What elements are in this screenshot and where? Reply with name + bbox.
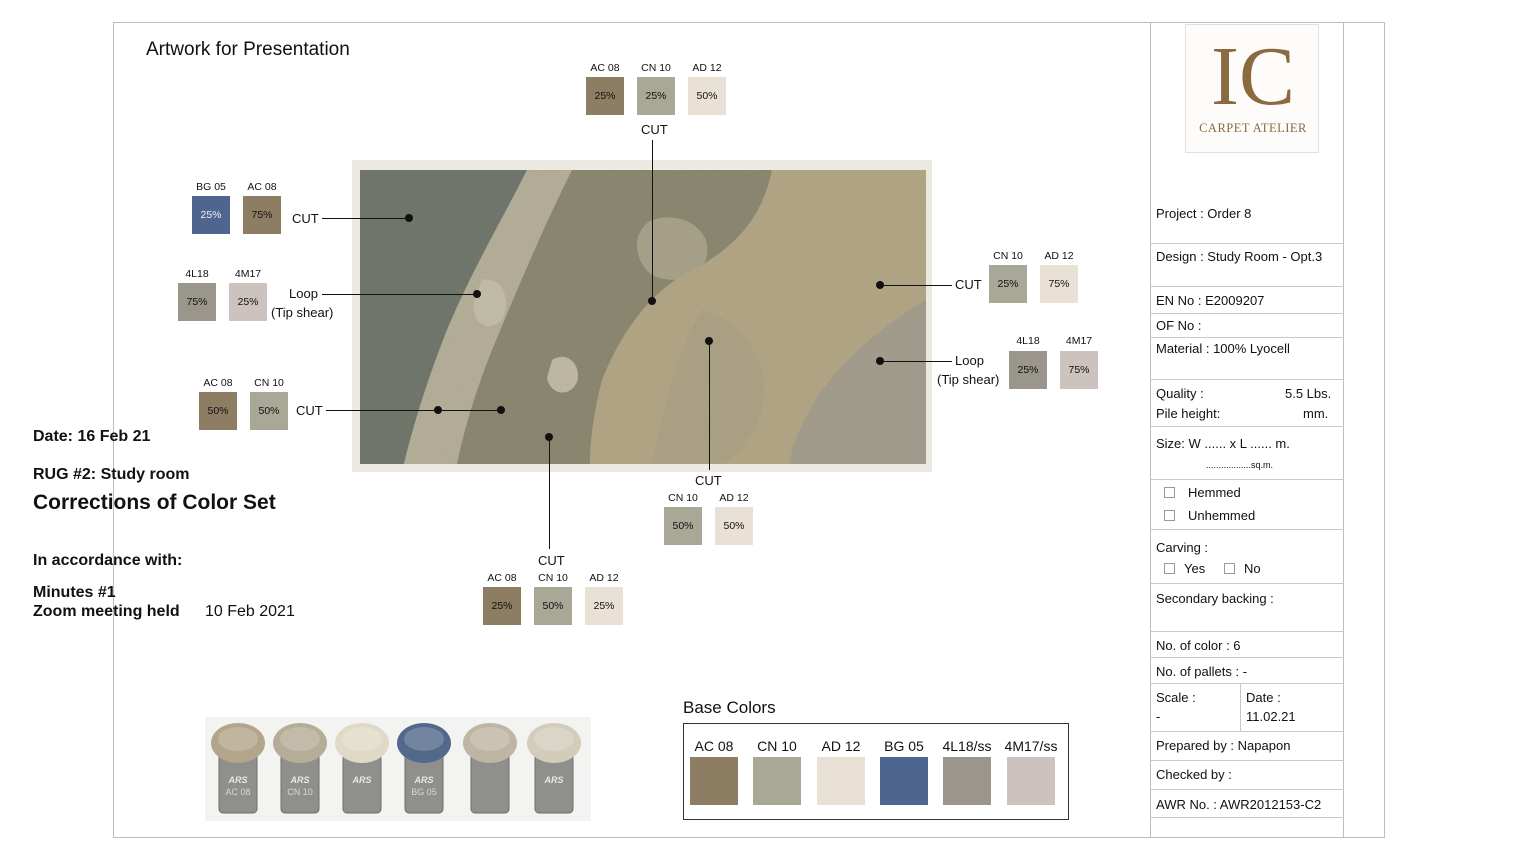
accordance-line: In accordance with: xyxy=(33,552,183,569)
zoom-label: Zoom meeting held xyxy=(33,603,180,620)
project: Project : Order 8 xyxy=(1156,206,1252,221)
callout-label: CUT xyxy=(296,403,323,418)
swatch-code: AD 12 xyxy=(1044,250,1074,262)
heading: Corrections of Color Set xyxy=(33,491,276,514)
divider xyxy=(1150,631,1344,632)
yarn-sample xyxy=(271,717,329,821)
swatch-code: BG 05 xyxy=(196,181,226,193)
yarn-sample xyxy=(395,717,453,821)
yarn-brand: ARS xyxy=(544,775,564,785)
minutes-line: Minutes #1 xyxy=(33,584,116,601)
swatch-code: CN 10 xyxy=(668,492,698,504)
leader-line xyxy=(322,294,477,295)
base-colors-title: Base Colors xyxy=(683,698,776,717)
callout-label: CUT xyxy=(538,553,565,568)
carving-label: Carving : xyxy=(1156,540,1209,555)
base-color-swatch xyxy=(943,757,991,805)
carving-yes-checkbox[interactable] xyxy=(1164,563,1175,574)
swatch-code: CN 10 xyxy=(254,377,284,389)
color-swatch: 50% xyxy=(250,392,288,430)
swatch-code: AD 12 xyxy=(692,62,722,74)
divider xyxy=(1150,337,1344,338)
base-color-code: AC 08 xyxy=(694,738,734,754)
swatch-code: CN 10 xyxy=(993,250,1023,262)
swatch-code: 4L18 xyxy=(185,268,209,280)
callout-dot xyxy=(497,406,505,414)
callout-sublabel: (Tip shear) xyxy=(271,305,334,320)
callout-label: CUT xyxy=(955,277,982,292)
hemmed-label: Hemmed xyxy=(1188,485,1241,500)
callout-label: Loop xyxy=(955,353,984,368)
logo-mark: IC xyxy=(1211,30,1295,123)
zoom-date: 10 Feb 2021 xyxy=(205,603,295,620)
swatch-code: AC 08 xyxy=(590,62,620,74)
divider xyxy=(1150,286,1344,287)
divider xyxy=(1150,657,1344,658)
divider xyxy=(1150,760,1344,761)
divider xyxy=(1150,817,1344,818)
yarn-sample xyxy=(333,717,391,821)
color-swatch: 50% xyxy=(199,392,237,430)
of-no: OF No : xyxy=(1156,318,1202,333)
yarn-brand: ARS xyxy=(414,775,434,785)
rug-line: RUG #2: Study room xyxy=(33,466,190,483)
checked-by: Checked by : xyxy=(1156,767,1232,782)
callout-label: CUT xyxy=(292,211,319,226)
leader-line xyxy=(880,285,952,286)
swatch-code: AC 08 xyxy=(203,377,233,389)
scale-label: Scale : xyxy=(1156,690,1196,705)
carving-yes-label: Yes xyxy=(1184,561,1206,576)
color-swatch: 75% xyxy=(178,283,216,321)
divider xyxy=(1150,313,1344,314)
base-color-swatch xyxy=(817,757,865,805)
callout-dot xyxy=(473,290,481,298)
callout-dot xyxy=(405,214,413,222)
base-color-code: 4L18/ss xyxy=(942,738,992,754)
prepared-by: Prepared by : Napapon xyxy=(1156,738,1291,753)
leader-line xyxy=(322,218,409,219)
divider xyxy=(1150,583,1344,584)
color-swatch: 25% xyxy=(989,265,1027,303)
swatch-code: AD 12 xyxy=(719,492,749,504)
size-sqm: ..................sq.m. xyxy=(1206,460,1274,470)
date-label: Date : xyxy=(1246,690,1281,705)
color-swatch: 25% xyxy=(586,77,624,115)
callout-dot xyxy=(648,297,656,305)
secondary-backing: Secondary backing : xyxy=(1156,591,1274,606)
quality-value: 5.5 Lbs. xyxy=(1285,386,1332,401)
color-swatch: 75% xyxy=(1060,351,1098,389)
scale-value: - xyxy=(1156,709,1161,724)
en-no: EN No : E2009207 xyxy=(1156,293,1265,308)
hemmed-checkbox[interactable] xyxy=(1164,487,1175,498)
swatch-code: AC 08 xyxy=(487,572,517,584)
base-color-code: CN 10 xyxy=(757,738,797,754)
carving-no-label: No xyxy=(1244,561,1261,576)
design: Design : Study Room - Opt.3 xyxy=(1156,249,1323,264)
page-title: Artwork for Presentation xyxy=(146,39,350,60)
no-of-color: No. of color : 6 xyxy=(1156,638,1241,653)
color-swatch: 50% xyxy=(715,507,753,545)
callout-label: Loop xyxy=(289,286,318,301)
callout-label: CUT xyxy=(641,122,668,137)
base-color-swatch xyxy=(880,757,928,805)
base-color-swatch xyxy=(753,757,801,805)
material: Material : 100% Lyocell xyxy=(1156,341,1290,356)
date-value: 11.02.21 xyxy=(1246,709,1296,724)
no-of-pallets: No. of pallets : - xyxy=(1156,664,1248,679)
divider xyxy=(1240,683,1241,731)
yarn-code: CN 10 xyxy=(287,787,313,797)
callout-dot xyxy=(434,406,442,414)
date-line: Date: 16 Feb 21 xyxy=(33,428,151,445)
logo-text: CARPET ATELIER xyxy=(1199,121,1307,135)
callout-dot xyxy=(876,357,884,365)
awr-no: AWR No. : AWR2012153-C2 xyxy=(1156,797,1322,812)
yarn-code: AC 08 xyxy=(225,787,251,797)
callout-label: CUT xyxy=(695,473,722,488)
color-swatch: 25% xyxy=(585,587,623,625)
base-color-code: 4M17/ss xyxy=(1004,738,1058,754)
divider xyxy=(1150,426,1344,427)
company-logo xyxy=(1185,24,1319,153)
divider xyxy=(1150,479,1344,480)
yarn-sample xyxy=(461,717,519,821)
leader-line xyxy=(709,341,710,470)
yarn-brand: ARS xyxy=(352,775,372,785)
base-color-code: AD 12 xyxy=(821,738,861,754)
divider xyxy=(1150,529,1344,530)
swatch-code: CN 10 xyxy=(641,62,671,74)
color-swatch: 25% xyxy=(483,587,521,625)
callout-dot xyxy=(876,281,884,289)
color-swatch: 25% xyxy=(192,196,230,234)
yarn-code: BG 05 xyxy=(411,787,437,797)
swatch-code: CN 10 xyxy=(538,572,568,584)
divider xyxy=(1150,243,1344,244)
base-color-swatch xyxy=(1007,757,1055,805)
swatch-code: 4M17 xyxy=(234,268,262,280)
yarn-brand: ARS xyxy=(290,775,310,785)
color-swatch: 25% xyxy=(637,77,675,115)
color-swatch: 25% xyxy=(229,283,267,321)
leader-line xyxy=(652,140,653,301)
base-color-code: BG 05 xyxy=(884,738,924,754)
divider xyxy=(1150,789,1344,790)
size: Size: W ...... x L ...... m. xyxy=(1156,436,1290,451)
leader-line xyxy=(549,437,550,549)
swatch-code: AD 12 xyxy=(589,572,619,584)
base-color-swatch xyxy=(690,757,738,805)
callout-sublabel: (Tip shear) xyxy=(937,372,1000,387)
pile-height-value: mm. xyxy=(1303,406,1329,421)
unhemmed-label: Unhemmed xyxy=(1188,508,1256,523)
leader-line xyxy=(326,410,501,411)
divider xyxy=(1150,379,1344,380)
leader-line xyxy=(880,361,952,362)
unhemmed-checkbox[interactable] xyxy=(1164,510,1175,521)
color-swatch: 50% xyxy=(664,507,702,545)
yarn-sample xyxy=(525,717,583,821)
yarn-sample xyxy=(209,717,267,821)
rug-artwork xyxy=(352,160,932,472)
color-swatch: 50% xyxy=(534,587,572,625)
yarn-brand: ARS xyxy=(228,775,248,785)
divider xyxy=(1150,731,1344,732)
swatch-code: AC 08 xyxy=(247,181,277,193)
swatch-code: 4M17 xyxy=(1065,335,1093,347)
color-swatch: 75% xyxy=(1040,265,1078,303)
yarn-sample-photo xyxy=(205,717,591,821)
carving-no-checkbox[interactable] xyxy=(1224,563,1235,574)
color-swatch: 25% xyxy=(1009,351,1047,389)
color-swatch: 50% xyxy=(688,77,726,115)
divider xyxy=(1150,683,1344,684)
color-swatch: 75% xyxy=(243,196,281,234)
quality-label: Quality : xyxy=(1156,386,1204,401)
pile-height-label: Pile height: xyxy=(1156,406,1221,421)
swatch-code: 4L18 xyxy=(1016,335,1040,347)
